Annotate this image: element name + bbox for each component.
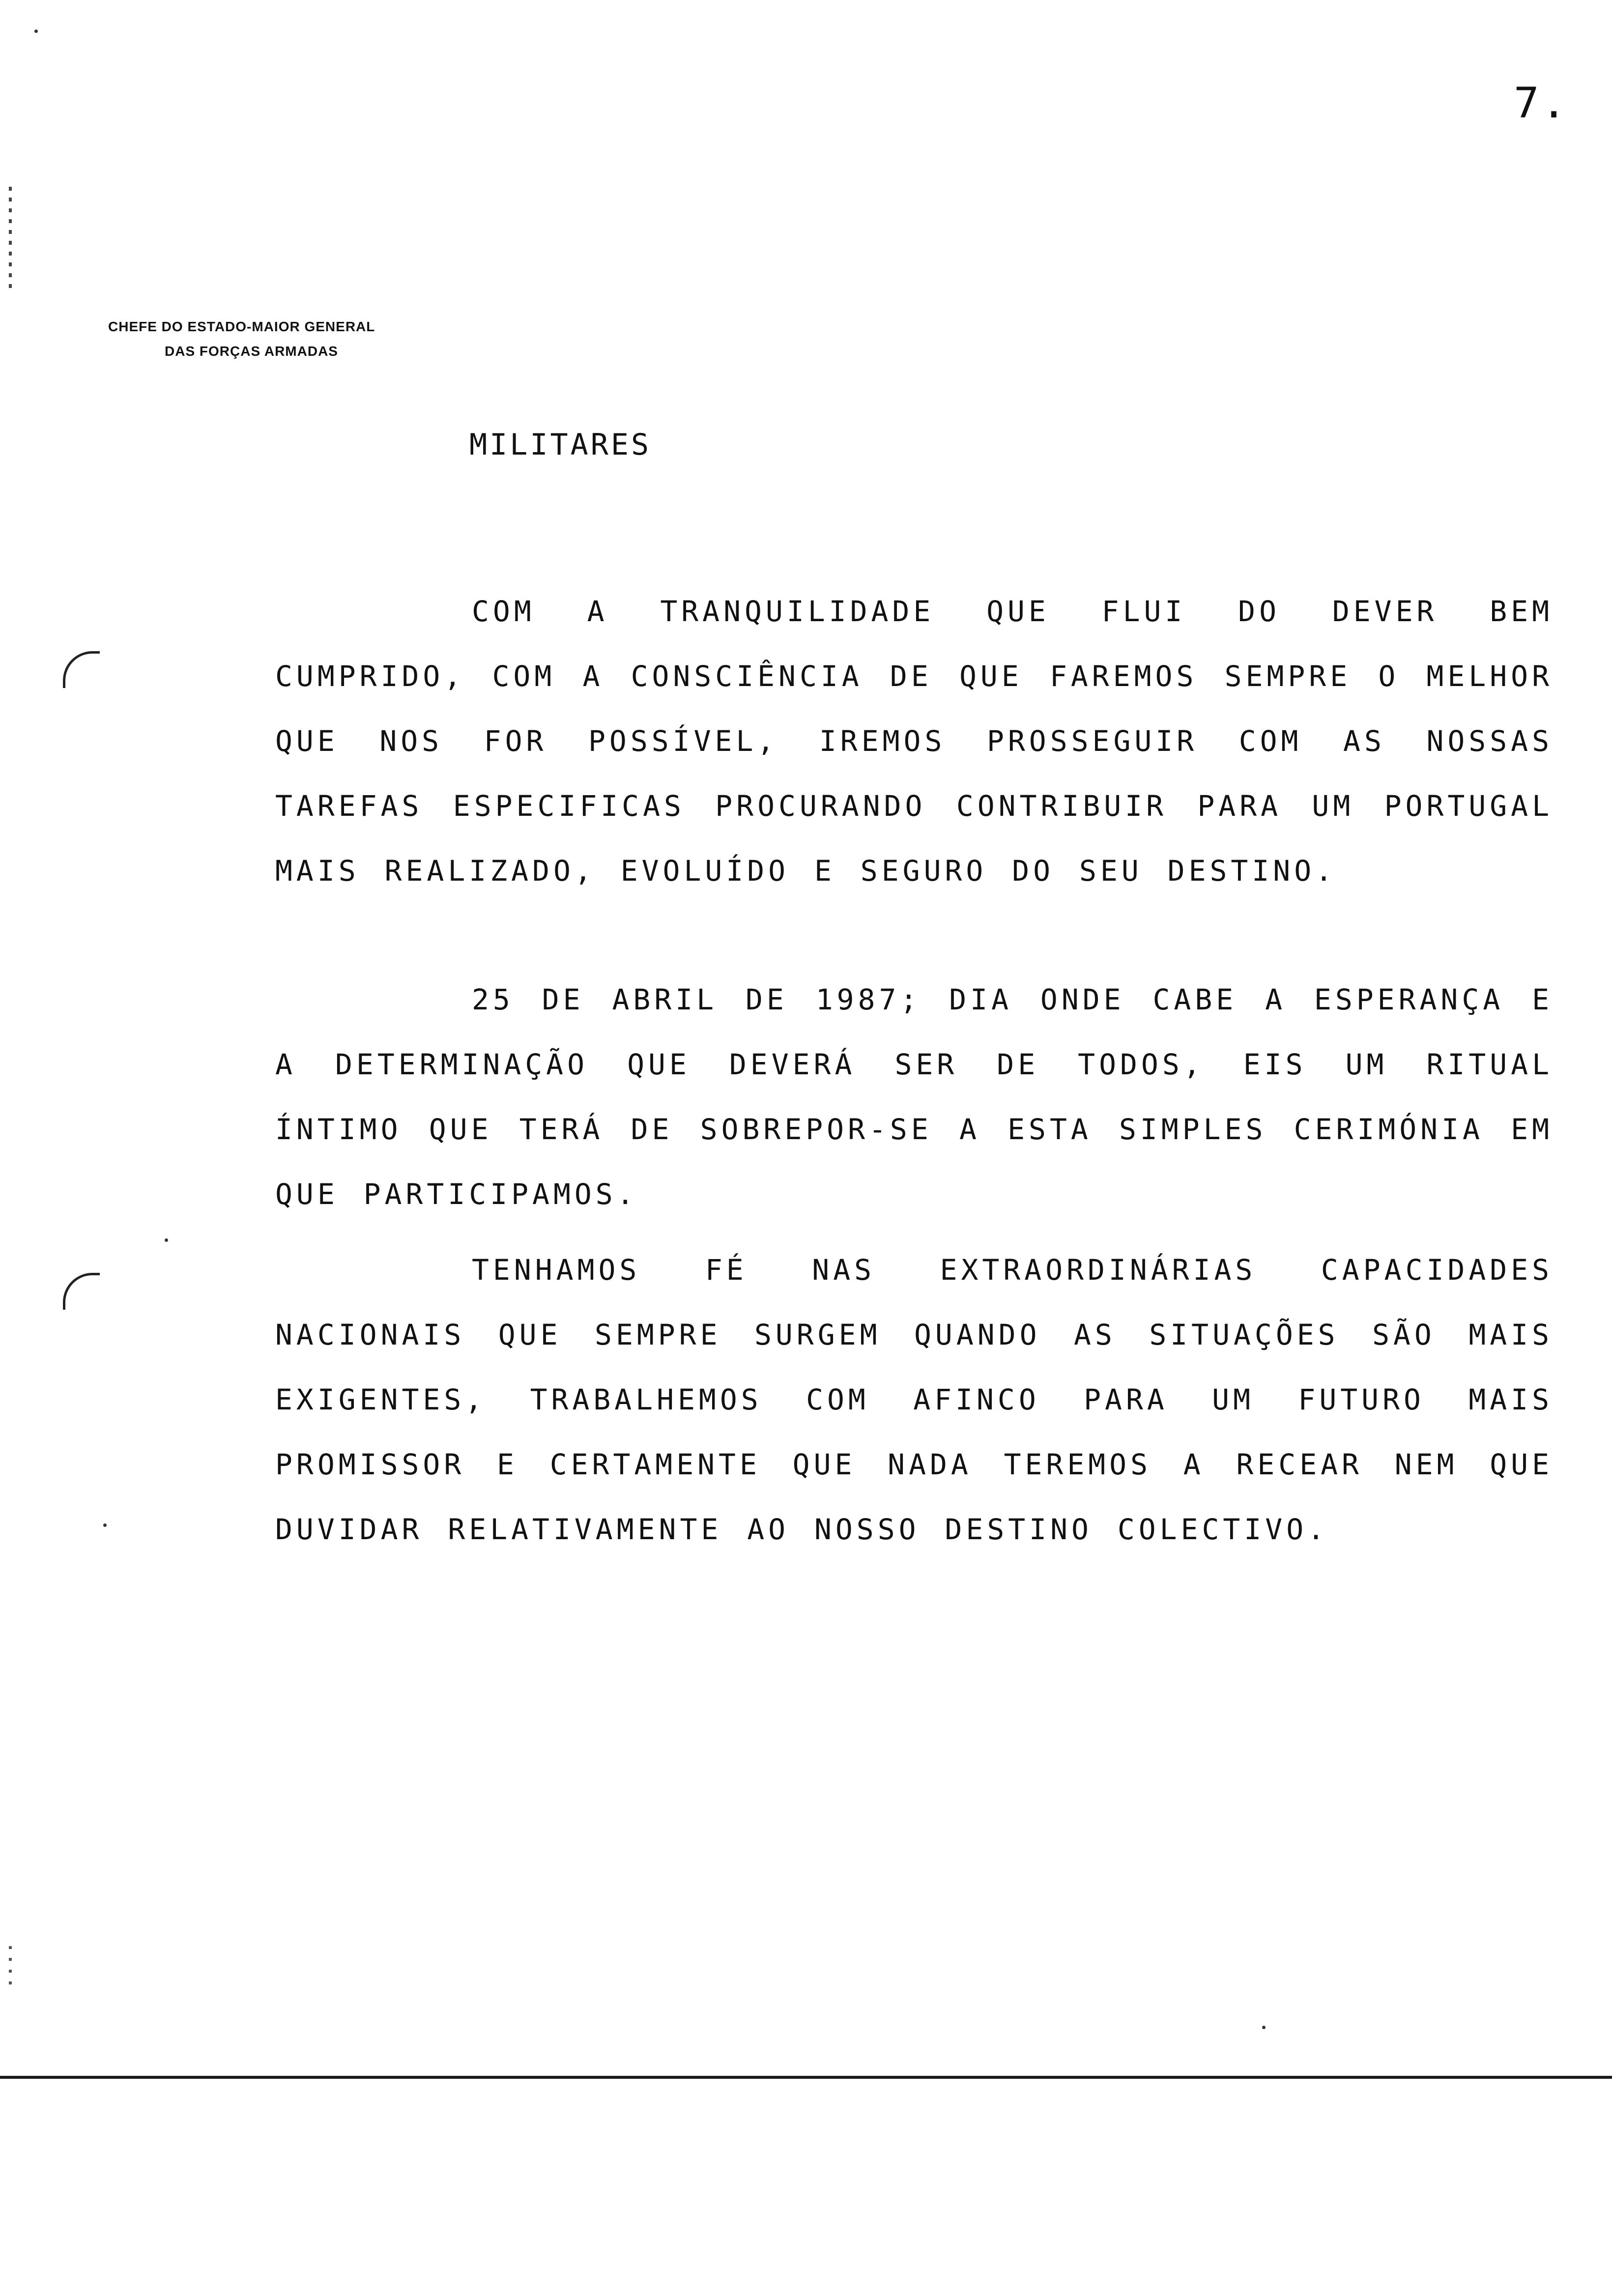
letterhead (108, 315, 375, 364)
scan-edge-marks (9, 1946, 12, 1985)
scan-edge-marks (9, 187, 12, 295)
body-paragraph: TENHAMOS FÉ NAS EXTRAORDINÁRIAS CAPACIDADES NACIONAIS QUE SEMPRE SURGEM QUANDO AS SITUAÇÕES SÃO MAIS EXIGENTES, TRABALHEMOS COM AFINCO PARA UM FUTURO MAIS PROMISSOR E CERTAMENTE QUE NADA TEREMOS A RECEAR NEM QUE DUVIDAR RELATIVAMENTE AO NOSSO DESTINO COLECTIVO. (275, 1253, 1553, 1546)
margin-bracket-mark (63, 651, 100, 688)
scan-speck (103, 1523, 107, 1527)
letterhead-line: DAS FORÇAS ARMADAS (165, 344, 338, 359)
body-paragraph: COM A TRANQUILIDADE QUE FLUI DO DEVER BEM CUMPRIDO, COM A CONSCIÊNCIA DE QUE FAREMOS SEMPRE O MELHOR QUE NOS FOR POSSÍVEL, IREMOS PROSSEGUIR COM AS NOSSAS TAREFAS ESPECIFICAS PROCURANDO CONTRIBUIR PARA UM PORTUGAL MAIS REALIZADO, EVOLUÍDO E SEGURO DO SEU DESTINO. (275, 595, 1553, 888)
bottom-rule (0, 2076, 1612, 2079)
body-paragraph: 25 DE ABRIL DE 1987; DIA ONDE CABE A ESPERANÇA E A DETERMINAÇÃO QUE DEVERÁ SER DE TODOS, EIS UM RITUAL ÍNTIMO QUE TERÁ DE SOBREPOR-SE A ESTA SIMPLES CERIMÓNIA EM QUE PARTICIPAMOS. (275, 983, 1553, 1211)
letterhead-line: CHEFE DO ESTADO-MAIOR GENERAL (108, 319, 375, 334)
scan-speck (1262, 2026, 1266, 2029)
scan-speck (34, 29, 38, 33)
page-number: 7. (1514, 79, 1569, 128)
section-heading: MILITARES (469, 428, 652, 462)
margin-bracket-mark (63, 1273, 100, 1310)
scan-speck (165, 1238, 168, 1242)
